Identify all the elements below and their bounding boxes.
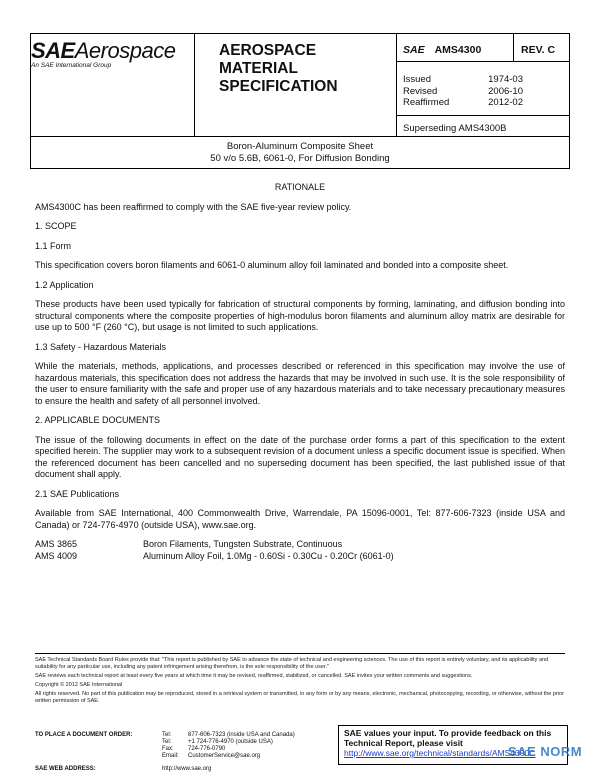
sae-aerospace-logo: SAEAerospace An SAE International Group bbox=[31, 38, 176, 69]
feedback-link[interactable]: http://www.sae.org/technical/standards/AMS4300C bbox=[344, 748, 536, 758]
section-form: 1.1 Form bbox=[35, 240, 72, 251]
feedback-text: SAE values your input. To provide feedback on this Technical Report, please visit bbox=[344, 728, 552, 748]
spec-title: AEROSPACE MATERIAL SPECIFICATION bbox=[219, 42, 338, 95]
section-applicable-documents: 2. APPLICABLE DOCUMENTS bbox=[35, 415, 161, 425]
section-application: 1.2 Application bbox=[35, 279, 94, 290]
section-safety: 1.3 Safety - Hazardous Materials bbox=[35, 341, 167, 352]
header-box bbox=[30, 33, 570, 137]
applicable-documents-text: The issue of the following documents in effect on the date of the purchase order forms a part of this specification to the extent specified herein. The supplier may work to a subsequent revision of a document unless a specific document issue is specified. When the referenced document has been cancelled and no superseding document has been specified, the last published issue of that document shall apply. bbox=[35, 434, 565, 479]
revision: REV. C bbox=[521, 44, 556, 56]
safety-text: While the materials, methods, applications, and processes described or referenced in this specification may involve the use of hazardous materials, this specification does not address the hazards that may be involved in such use. It is the sole responsibility of the user to ensure familiarity with the safe and proper use of any hazardous materials and to take necessary precautionary measures to ensure the health and safety of all personnel involved. bbox=[35, 361, 565, 406]
reference-row: AMS 3865 Boron Filaments, Tungsten Substrate, Continuous bbox=[35, 539, 343, 549]
order-label: TO PLACE A DOCUMENT ORDER: bbox=[35, 732, 133, 738]
web-label: SAE WEB ADDRESS: bbox=[35, 766, 96, 772]
footer-rule bbox=[35, 653, 565, 654]
email-link[interactable]: CustomerService@sae.org bbox=[188, 753, 261, 759]
section-sae-publications: 2.1 SAE Publications bbox=[35, 488, 120, 499]
rationale-heading: RATIONALE bbox=[274, 182, 326, 192]
section-scope: 1. SCOPE bbox=[35, 221, 77, 231]
application-text: These products have been used typically for fabrication of structural components by forming, laminating, and diffusion bonding into structural components where the composite properties of high-modulus boron filaments and aluminum alloy matrix are desirable for use up to 500 °F (260 °C), but usage is not limited to such applications. bbox=[35, 299, 565, 332]
ams-number: SAE AMS4300 bbox=[403, 44, 482, 56]
sae-publications-text: Available from SAE International, 400 Commonwealth Drive, Warrendale, PA 15096-0001, Tel: 877-606-7323 (inside USA and Canada) or 724-776-4970 (outside USA), www.sae.org. bbox=[35, 508, 565, 530]
superseding: Superseding AMS4300B bbox=[403, 123, 507, 134]
document-title: Boron-Aluminum Composite Sheet 50 v/o 5.6B, 6061-0, For Diffusion Bonding bbox=[30, 137, 570, 169]
rationale-text: AMS4300C has been reaffirmed to comply with the SAE five-year review policy. bbox=[35, 201, 352, 212]
footer-notes: SAE Technical Standards Board Rules provide that: "This report is published by SAE to advance the state of technical and engineering sciences. The use of this report is entirely voluntary, and its applicability and suitability for any particular use, including any patent infringement arising therefrom, is the sole responsibility of the user." SAE reviews each technical report at least every five years at which time it may be revised, reaffirmed, stabilized, or cancelled. SAE invites your written comments and suggestions. Copyright © 2012 SAE International All rights reserved. No part of this publication may be reproduced, stored in a retrieval system or transmitted, in any form or by any means, electronic, mechanical, photocopying, recording, or otherwise, without the prior written permission of SAE. bbox=[35, 657, 564, 704]
reference-row: AMS 4009 Aluminum Alloy Foil, 1.0Mg - 0.60Si - 0.30Cu - 0.20Cr (6061-0) bbox=[35, 550, 394, 561]
form-text: This specification covers boron filaments and 6061-0 aluminum alloy foil laminated and bonded into a composite sheet. bbox=[35, 260, 509, 270]
watermark-logo: SAE NORM bbox=[508, 744, 583, 759]
web-link[interactable]: http://www.sae.org bbox=[162, 766, 212, 772]
contact-list: Tel: 877-606-7323 (inside USA and Canada) Tel: +1 724-776-4970 (outside USA) Fax: 724-776-0790 Email: CustomerService@sae.org bbox=[162, 732, 308, 760]
dates-block: Issued 1974-03 Revised 2006-10 Reaffirmed 2012-02 bbox=[403, 74, 523, 108]
document-body bbox=[35, 182, 565, 562]
